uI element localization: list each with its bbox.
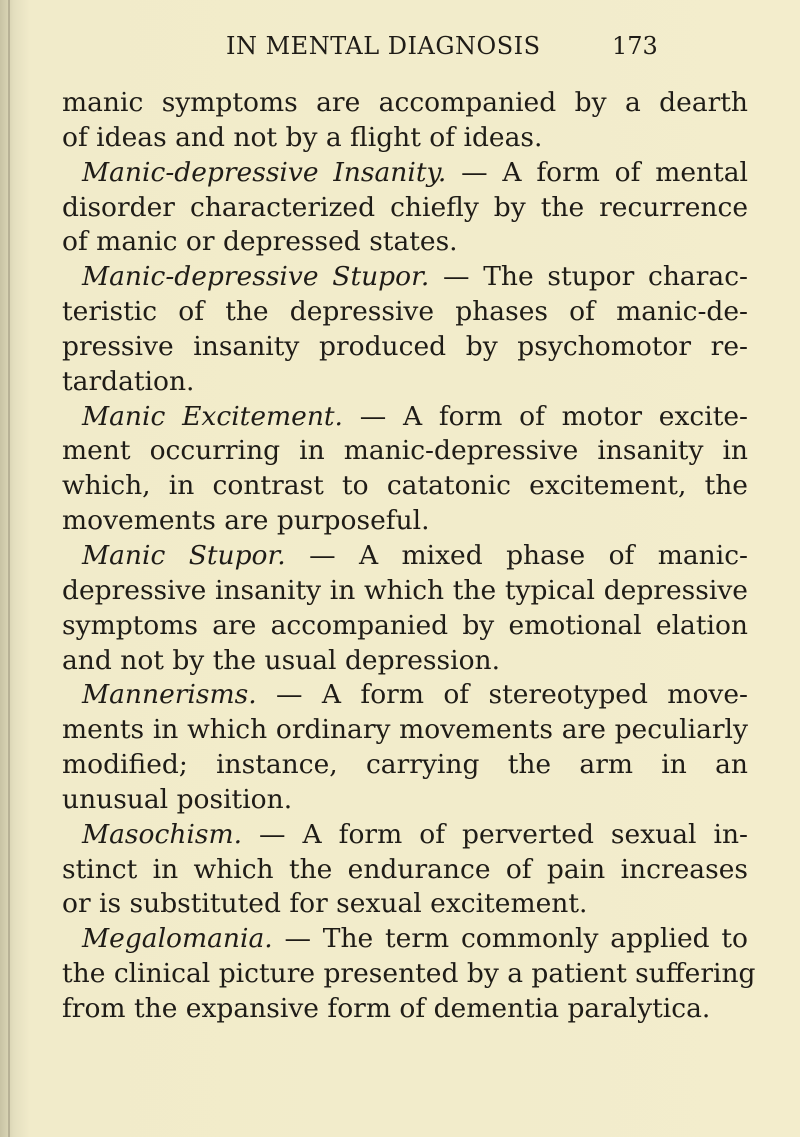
entry-term: Manic-depressive Insanity. [82, 156, 447, 188]
text-line: stinct in which the endurance of pain increases [62, 853, 748, 885]
entry-text: — A form of motor excite- [342, 400, 748, 432]
entry-first-line [62, 922, 748, 957]
text-line: the clinical picture presented by a patient suffering [62, 958, 756, 990]
running-head-title: IN MENTAL DIAGNOSIS [226, 32, 541, 60]
glossary-entry-manic-depressive-insanity [62, 156, 748, 261]
entry-text: — A form of stereotyped move- [256, 679, 748, 711]
entry-term: Masochism. [82, 818, 243, 850]
entry-text: — The stupor charac- [429, 261, 748, 293]
text-line: or is substituted for sexual excitement. [62, 888, 588, 920]
entry-first-line [62, 818, 748, 853]
glossary-entry-manic-excitement [62, 400, 748, 539]
entry-first-line [62, 260, 748, 295]
page-number: 173 [612, 32, 658, 60]
text-line: and not by the usual depression. [62, 644, 501, 676]
entry-term: Manic Excitement. [82, 400, 343, 432]
text-line: of manic or depressed states. [62, 226, 458, 258]
text-line: from the expansive form of dementia paralytica. [62, 992, 711, 1024]
running-head [0, 26, 800, 60]
glossary-entry-megalomania [62, 922, 756, 1027]
text-line: of ideas and not by a flight of ideas. [62, 121, 543, 153]
text-line: teristic of the depressive phases of manic-de- [62, 296, 748, 328]
text-line: depressive insanity in which the typical depressive [62, 574, 748, 606]
text-line: manic symptoms are accompanied by a dearth [62, 87, 748, 118]
entry-first-line [62, 156, 748, 191]
entry-first-line [62, 678, 748, 713]
entry-text: — A mixed phase of manic- [285, 539, 749, 571]
glossary-entry-masochism [62, 818, 748, 923]
entry-text: — A form of perverted sexual in- [242, 818, 748, 850]
text-line: pressive insanity produced by psychomotor re- [62, 330, 748, 362]
entry-term: Megalomania. [82, 923, 273, 955]
entry-first-line [62, 400, 748, 435]
text-line: which, in contrast to catatonic excitement, the [62, 470, 748, 502]
text-line: ment occurring in manic-depressive insanity in [62, 435, 748, 467]
entry-term: Manic-depressive Stupor. [82, 261, 430, 293]
glossary-entry-manic-stupor [62, 539, 748, 678]
text-line: unusual position. [62, 783, 293, 815]
glossary-entry-manic-depressive-stupor [62, 260, 748, 399]
entry-term: Manic Stupor. [82, 539, 286, 571]
text-line: tardation. [62, 365, 195, 397]
glossary-entry-mannerisms [62, 678, 748, 817]
text-line: symptoms are accompanied by emotional elation [62, 609, 748, 641]
text-line: modified; instance, carrying the arm in an [62, 749, 748, 781]
text-line: disorder characterized chiefly by the recurrence [62, 191, 748, 223]
binding-gutter [8, 0, 10, 1137]
entry-text: — The term commonly applied to [272, 923, 748, 955]
text-line: ments in which ordinary movements are peculiarly [62, 714, 748, 746]
entry-term: Mannerisms. [82, 679, 257, 711]
entry-text: — A form of mental [446, 156, 748, 188]
text-line: movements are purposeful. [62, 505, 430, 537]
glossary-text [62, 86, 756, 1027]
entry-first-line [62, 539, 748, 574]
